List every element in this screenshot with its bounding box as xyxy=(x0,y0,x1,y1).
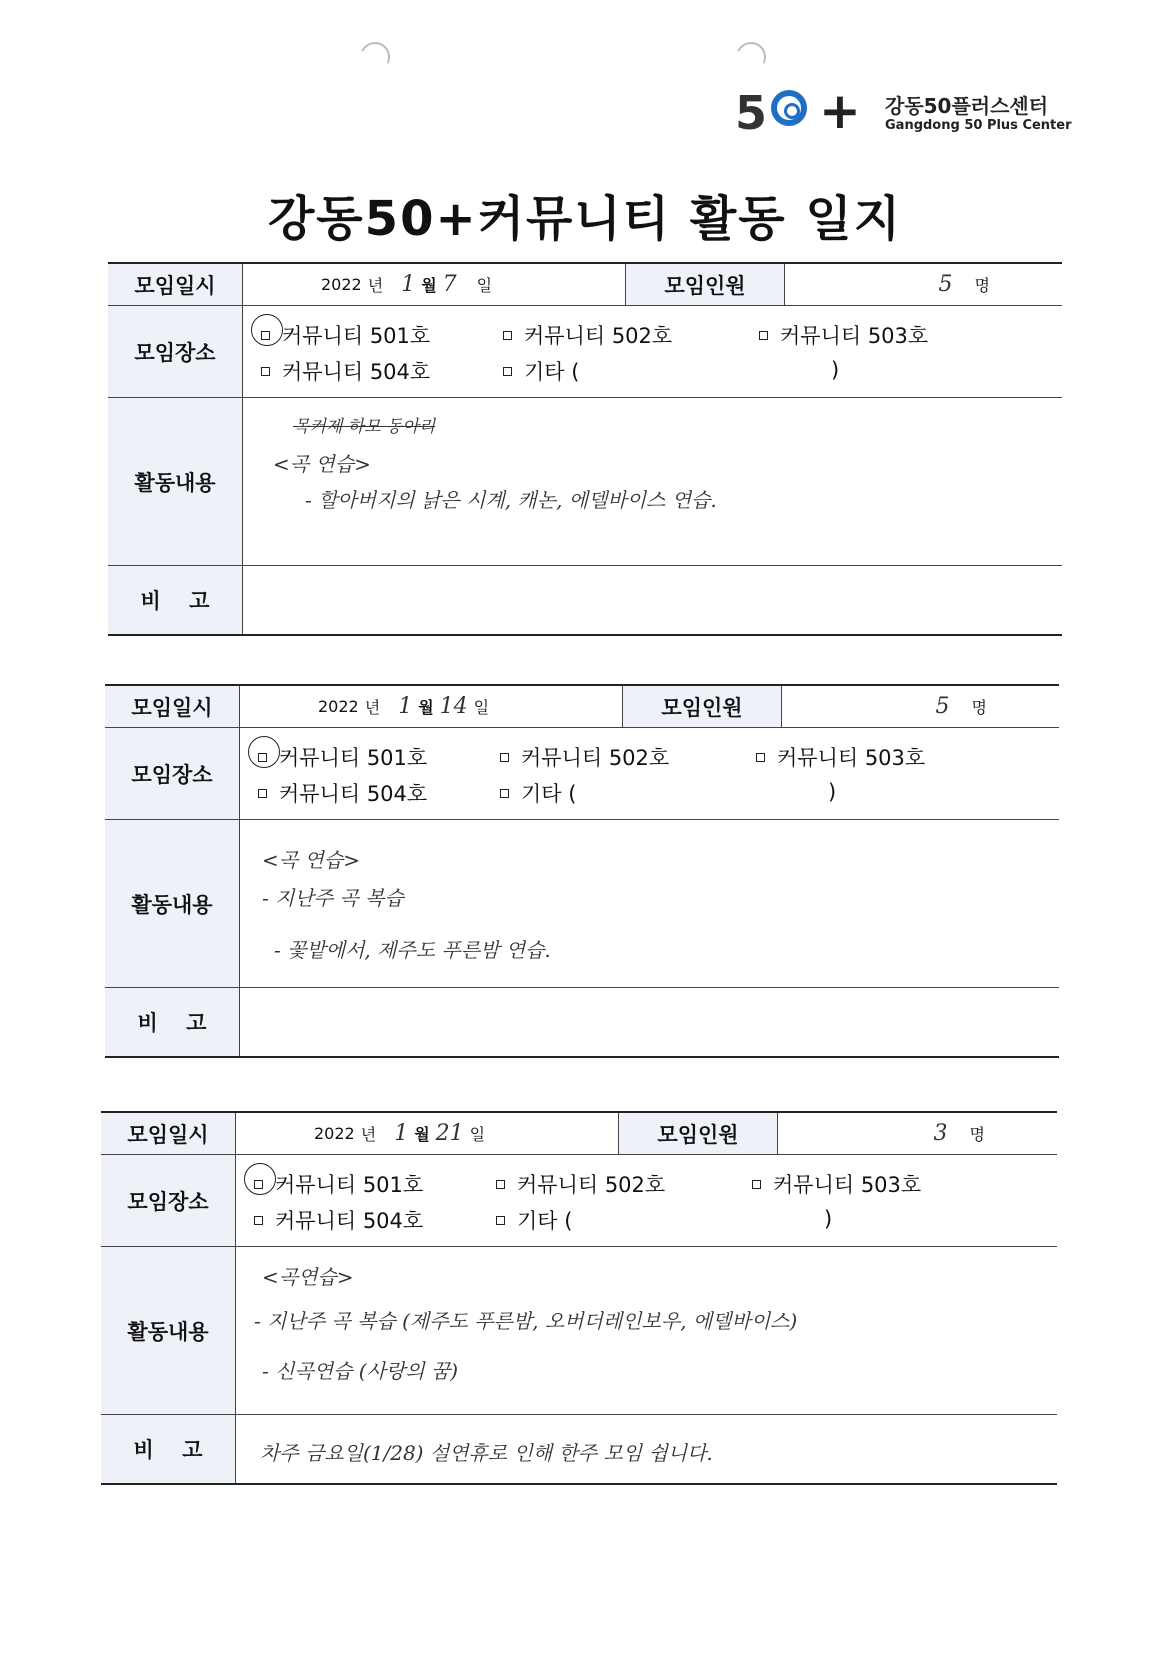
punch-hole-left xyxy=(356,38,394,76)
activity-line-2: <곡 연습> xyxy=(273,452,371,476)
place-option-503[interactable] xyxy=(759,320,928,350)
note-content xyxy=(240,988,1059,1056)
person-unit: 명 xyxy=(969,1125,985,1144)
note-text: 차주 금요일(1/28) 설연휴로 인해 한주 모임 쉽니다. xyxy=(260,1441,713,1465)
option-label: 커뮤니티 501호 xyxy=(275,1173,424,1197)
checkbox[interactable] xyxy=(258,789,267,798)
checkbox[interactable] xyxy=(496,1180,505,1189)
center-logo xyxy=(735,82,1075,142)
place-options xyxy=(243,306,1062,397)
day-label: 일 xyxy=(473,698,490,717)
selection-circle-mark xyxy=(251,314,283,346)
option-label: 커뮤니티 501호 xyxy=(279,746,428,770)
month-value: 1 xyxy=(394,1121,409,1146)
punch-hole-right xyxy=(732,38,770,76)
checkbox[interactable] xyxy=(261,367,270,376)
place-option-501[interactable] xyxy=(261,320,430,350)
day-label: 일 xyxy=(469,1125,486,1144)
members-count: 3 xyxy=(933,1121,948,1146)
day-value: 14 xyxy=(439,694,468,719)
month-label: 월 xyxy=(414,1125,430,1144)
activity-line-3: - 꽃밭에서, 제주도 푸른밤 연습. xyxy=(274,938,551,962)
note-row xyxy=(105,988,1059,1056)
members-label: 모임인원 xyxy=(623,686,782,727)
option-label: 커뮤니티 504호 xyxy=(282,360,431,384)
activity-content xyxy=(236,1247,1057,1414)
checkbox[interactable] xyxy=(500,753,509,762)
note-label: 비 고 xyxy=(105,988,240,1056)
activity-row xyxy=(108,398,1062,566)
year-suffix: 년 xyxy=(367,276,384,295)
place-options xyxy=(236,1155,1057,1246)
checkbox[interactable] xyxy=(503,331,512,340)
place-option-501[interactable] xyxy=(258,742,427,772)
place-option-502[interactable] xyxy=(500,742,669,772)
members-value xyxy=(785,264,1062,305)
members-count: 5 xyxy=(938,272,953,297)
day-value: 7 xyxy=(442,272,457,297)
date-label: 모임일시 xyxy=(108,264,243,305)
selection-circle-mark xyxy=(248,736,280,768)
org-name-en: Gangdong 50 Plus Center xyxy=(885,118,1072,133)
year-suffix: 년 xyxy=(360,1125,377,1144)
log-entry-2 xyxy=(105,684,1059,1058)
option-label: 기타 ( xyxy=(524,360,580,384)
logo-ring-icon xyxy=(771,90,807,126)
checkbox[interactable] xyxy=(254,1216,263,1225)
place-option-other[interactable] xyxy=(500,778,576,808)
other-close-paren: ) xyxy=(824,1207,833,1231)
note-content xyxy=(236,1415,1057,1483)
month-label: 월 xyxy=(421,276,437,295)
activity-line-3: - 할아버지의 낡은 시계, 캐논, 에델바이스 연습. xyxy=(305,488,717,512)
option-label: 커뮤니티 504호 xyxy=(275,1209,424,1233)
activity-row xyxy=(101,1247,1057,1415)
place-label: 모임장소 xyxy=(105,728,240,819)
activity-line-1: 목커제 하모 동아리 xyxy=(293,417,436,437)
person-unit: 명 xyxy=(974,276,990,295)
checkbox[interactable] xyxy=(496,1216,505,1225)
activity-line-1: <곡 연습> xyxy=(262,848,360,872)
logo-five: 5 xyxy=(735,86,766,140)
members-value xyxy=(782,686,1059,727)
members-count: 5 xyxy=(935,694,950,719)
option-label: 커뮤니티 503호 xyxy=(780,324,929,348)
page-title: 강동50+커뮤니티 활동 일지 xyxy=(267,191,903,247)
date-row xyxy=(105,686,1059,728)
checkbox[interactable] xyxy=(503,367,512,376)
person-unit: 명 xyxy=(971,698,987,717)
checkbox[interactable] xyxy=(759,331,768,340)
option-label: 기타 ( xyxy=(521,782,577,806)
day-value: 21 xyxy=(435,1121,464,1146)
year-value: 2022 xyxy=(318,697,359,716)
option-label: 기타 ( xyxy=(517,1209,573,1233)
place-option-501[interactable] xyxy=(254,1169,423,1199)
log-entry-3 xyxy=(101,1111,1057,1485)
year-value: 2022 xyxy=(321,275,362,294)
activity-line-2: - 지난주 곡 복습 (제주도 푸른밤, 오버더레인보우, 에델바이스) xyxy=(254,1309,798,1333)
logo-plus-icon: + xyxy=(819,82,861,140)
date-row xyxy=(101,1113,1057,1155)
activity-line-1: <곡연습> xyxy=(262,1265,354,1289)
place-option-502[interactable] xyxy=(503,320,672,350)
option-label: 커뮤니티 502호 xyxy=(517,1173,666,1197)
month-value: 1 xyxy=(401,272,416,297)
place-row xyxy=(101,1155,1057,1247)
place-label: 모임장소 xyxy=(108,306,243,397)
year-value: 2022 xyxy=(314,1124,355,1143)
date-value xyxy=(240,686,623,727)
option-label: 커뮤니티 504호 xyxy=(279,782,428,806)
org-name-ko: 강동50플러스센터 xyxy=(885,94,1049,118)
option-label: 커뮤니티 502호 xyxy=(524,324,673,348)
activity-line-2: - 지난주 곡 복습 xyxy=(262,886,404,910)
activity-row xyxy=(105,820,1059,988)
note-row xyxy=(101,1415,1057,1483)
place-option-502[interactable] xyxy=(496,1169,665,1199)
members-label: 모임인원 xyxy=(619,1113,778,1154)
checkbox[interactable] xyxy=(500,789,509,798)
checkbox[interactable] xyxy=(752,1180,761,1189)
year-suffix: 년 xyxy=(364,698,381,717)
option-label: 커뮤니티 503호 xyxy=(773,1173,922,1197)
other-close-paren: ) xyxy=(831,358,840,382)
option-label: 커뮤니티 503호 xyxy=(777,746,926,770)
month-label: 월 xyxy=(418,698,434,717)
place-option-504[interactable] xyxy=(261,356,430,386)
place-row xyxy=(108,306,1062,398)
note-label: 비 고 xyxy=(101,1415,236,1483)
place-option-503[interactable] xyxy=(756,742,925,772)
place-label: 모임장소 xyxy=(101,1155,236,1246)
activity-label: 활동내용 xyxy=(108,398,243,565)
date-value xyxy=(243,264,626,305)
date-value xyxy=(236,1113,619,1154)
note-content xyxy=(243,566,1062,634)
note-row xyxy=(108,566,1062,634)
date-label: 모임일시 xyxy=(105,686,240,727)
selection-circle-mark xyxy=(244,1163,276,1195)
other-close-paren: ) xyxy=(828,780,837,804)
note-label: 비 고 xyxy=(108,566,243,634)
members-label: 모임인원 xyxy=(626,264,785,305)
place-options xyxy=(240,728,1059,819)
activity-label: 활동내용 xyxy=(105,820,240,987)
checkbox[interactable] xyxy=(756,753,765,762)
date-row xyxy=(108,264,1062,306)
place-option-504[interactable] xyxy=(254,1205,423,1235)
option-label: 커뮤니티 502호 xyxy=(521,746,670,770)
day-label: 일 xyxy=(476,276,493,295)
log-entry-1 xyxy=(108,262,1062,636)
activity-line-3: - 신곡연습 (사랑의 꿈) xyxy=(262,1359,458,1383)
month-value: 1 xyxy=(398,694,413,719)
option-label: 커뮤니티 501호 xyxy=(282,324,431,348)
place-option-other[interactable] xyxy=(496,1205,572,1235)
place-option-other[interactable] xyxy=(503,356,579,386)
place-option-503[interactable] xyxy=(752,1169,921,1199)
place-row xyxy=(105,728,1059,820)
activity-content xyxy=(243,398,1062,565)
members-value xyxy=(778,1113,1057,1154)
activity-content xyxy=(240,820,1059,987)
activity-label: 활동내용 xyxy=(101,1247,236,1414)
place-option-504[interactable] xyxy=(258,778,427,808)
date-label: 모임일시 xyxy=(101,1113,236,1154)
